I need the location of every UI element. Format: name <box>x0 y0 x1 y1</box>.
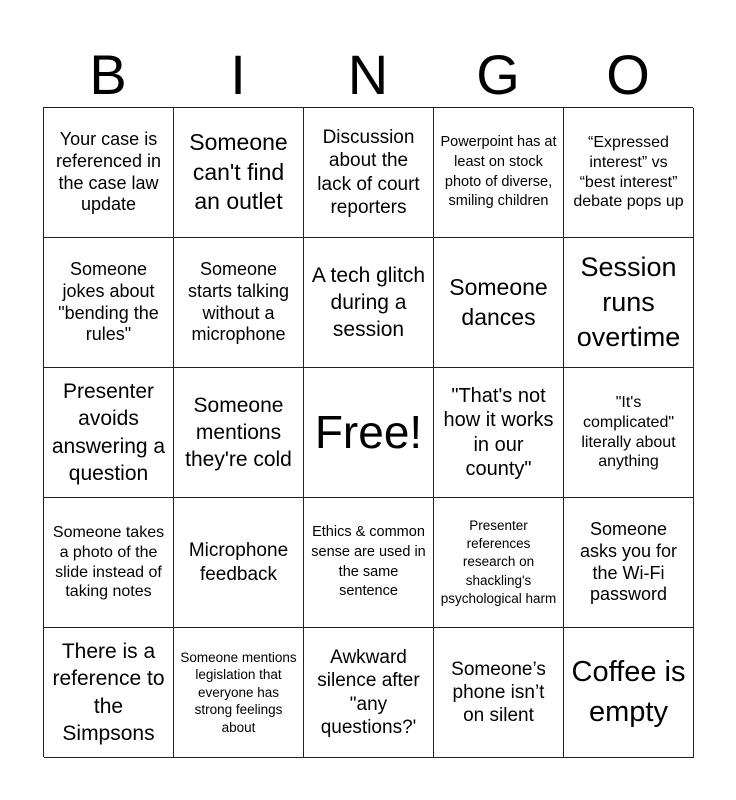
bingo-cell[interactable]: Someone mentions they're cold <box>174 368 304 498</box>
bingo-cell[interactable]: Someone starts talking without a microphone <box>174 238 304 368</box>
bingo-cell[interactable]: Someone mentions legislation that everyone has strong feelings about <box>174 628 304 758</box>
bingo-cell[interactable]: Microphone feedback <box>174 498 304 628</box>
bingo-cell[interactable]: Discussion about the lack of court reporters <box>304 108 434 238</box>
header-letter-b: B <box>89 43 127 106</box>
bingo-cell[interactable]: Awkward silence after "any questions?' <box>304 628 434 758</box>
bingo-header <box>43 44 693 106</box>
header-letter-n: N <box>347 43 389 106</box>
bingo-cell[interactable]: Ethics & common sense are used in the same sentence <box>304 498 434 628</box>
bingo-cell[interactable]: There is a reference to the Simpsons <box>44 628 174 758</box>
bingo-cell[interactable]: A tech glitch during a session <box>304 238 434 368</box>
header-letter-g: G <box>476 43 520 106</box>
bingo-cell[interactable]: Your case is referenced in the case law update <box>44 108 174 238</box>
bingo-cell[interactable]: Someone’s phone isn’t on silent <box>434 628 564 758</box>
bingo-cell[interactable]: Session runs overtime <box>564 238 694 368</box>
free-space[interactable]: Free! <box>304 368 434 498</box>
bingo-cell[interactable]: Someone asks you for the Wi-Fi password <box>564 498 694 628</box>
bingo-cell[interactable]: "It's complicated" literally about anything <box>564 368 694 498</box>
bingo-cell[interactable]: Someone dances <box>434 238 564 368</box>
bingo-cell[interactable]: "That's not how it works in our county" <box>434 368 564 498</box>
bingo-cell[interactable]: Presenter references research on shackling's psychological harm <box>434 498 564 628</box>
header-letter-o: O <box>606 43 650 106</box>
bingo-cell[interactable]: Someone takes a photo of the slide instead of taking notes <box>44 498 174 628</box>
bingo-cell[interactable]: Someone can't find an outlet <box>174 108 304 238</box>
bingo-cell[interactable]: Powerpoint has at least on stock photo of diverse, smiling children <box>434 108 564 238</box>
bingo-cell[interactable]: Someone jokes about "bending the rules" <box>44 238 174 368</box>
bingo-cell[interactable]: “Expressed interest” vs “best interest” debate pops up <box>564 108 694 238</box>
bingo-cell[interactable]: Coffee is empty <box>564 628 694 758</box>
bingo-board <box>43 107 693 757</box>
bingo-cell[interactable]: Presenter avoids answering a question <box>44 368 174 498</box>
header-letter-i: I <box>230 43 246 106</box>
